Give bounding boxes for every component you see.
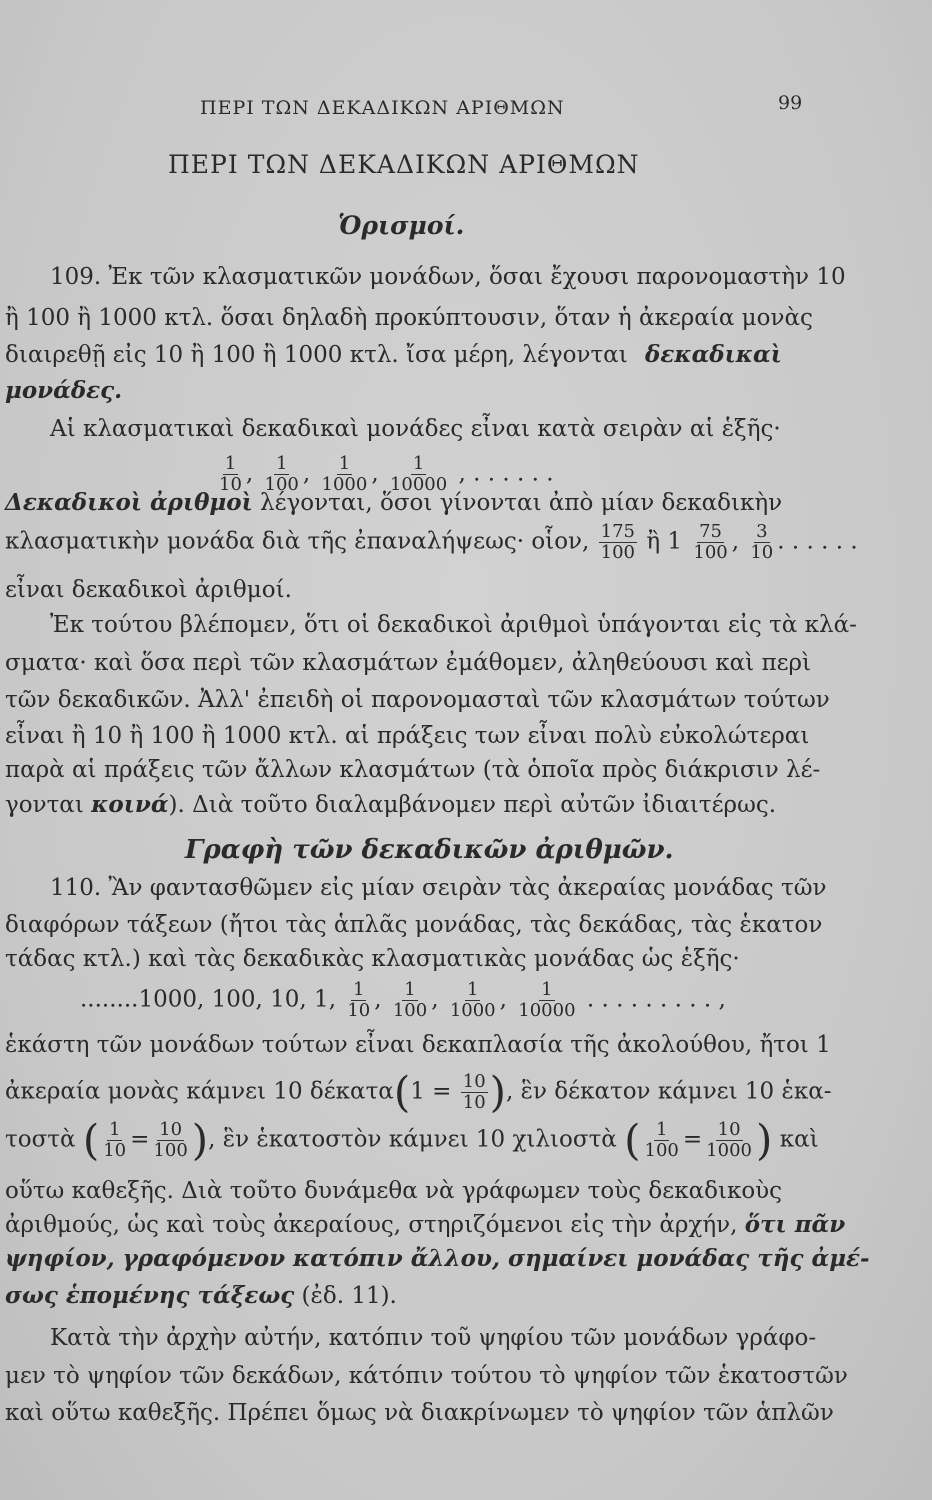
- text-line: κλασματικὴν μονάδα διὰ τῆς ἐπαναλήψεως· οἷον, $\frac{175}{100}$ ἢ 1 $\frac{75}{100}$ , $\frac{3}{10}$ . . . . . .: [5, 521, 858, 563]
- text-line: [5, 340, 932, 370]
- emphasis-line: ψηφίον, γραφόμενον κατόπιν ἄλλου, σημαίνει μονάδας τῆς ἀμέ-: [5, 1245, 870, 1272]
- text-span: τοστὰ: [5, 1126, 76, 1153]
- text-line: εἶναι δεκαδικοὶ ἀριθμοί.: [5, 577, 292, 603]
- text-line: [5, 488, 932, 518]
- paren: ): [489, 1067, 507, 1117]
- emphasis: ὅτι πᾶν: [744, 1211, 846, 1238]
- fraction: $\frac{1}{1000}$: [321, 453, 368, 495]
- fraction: $\frac{1}{10}$: [347, 979, 371, 1021]
- text-line: Κατὰ τὴν ἀρχὴν αὐτήν, κατόπιν τοῦ ψηφίου τῶν μονάδων γράφο-: [50, 1325, 817, 1351]
- text-span: , ἓν ἑκατοστὸν κάμνει 10 χιλιοστὰ: [208, 1126, 617, 1153]
- text-line: τάδας κτλ.) καὶ τὰς δεκαδικὰς κλασματικὰς μονάδας ὡς ἑξῆς·: [5, 946, 740, 972]
- term-common: κοινά: [91, 791, 169, 818]
- text-span: κλασματικὴν μονάδα διὰ τῆς ἐπαναλήψεως· οἷον,: [5, 528, 590, 555]
- text-span: λέγονται, ὅσοι γίνονται ἀπὸ μίαν δεκαδικὴν: [260, 490, 783, 516]
- paren: (: [624, 1115, 641, 1165]
- unit-series-row: ........1000, 100, 10, 1, $\frac{1}{10}$ , $\frac{1}{100}$ , $\frac{1}{1000}$ , $\frac{1}{10000}$ . . . . . . . . . ,: [80, 979, 726, 1021]
- text-line: ἢ 100 ἢ 1000 κτλ. ὅσαι δηλαδὴ προκύπτουσιν, ὅταν ἡ ἀκεραία μονὰς: [5, 305, 813, 331]
- section-title-writing: Γραφὴ τῶν δεκαδικῶν ἀριθμῶν.: [185, 835, 674, 865]
- paren: (: [393, 1067, 411, 1117]
- text-line: Αἱ κλασματικαὶ δεκαδικαὶ μονάδες εἶναι κατὰ σειρὰν αἱ ἑξῆς·: [50, 416, 781, 442]
- emphasis: σως ἑπομένης τάξεως: [5, 1282, 295, 1309]
- text-line: παρὰ αἱ πράξεις τῶν ἄλλων κλασμάτων (τὰ ὁποῖα πρὸς διάκρισιν λέ-: [5, 757, 821, 783]
- text-line: Ἐκ τούτου βλέπομεν, ὅτι οἱ δεκαδικοὶ ἀριθμοὶ ὑπάγονται εἰς τὰ κλά-: [50, 612, 857, 638]
- chapter-title: ΠΕΡΙ ΤΩΝ ΔΕΚΑΔΙΚΩΝ ΑΡΙΘΜΩΝ: [168, 150, 640, 179]
- term-decimal-units: δεκαδικαὶ: [645, 341, 782, 368]
- term-units: μονάδες.: [5, 377, 123, 404]
- text-line: 110. Ἂν φαντασθῶμεν εἰς μίαν σειρὰν τὰς ἀκεραίας μονάδας τῶν: [50, 875, 827, 901]
- text-line: εἶναι ἢ 10 ἢ 100 ἢ 1000 κτλ. αἱ πράξεις των εἶναι πολὺ εὐκολώτεραι: [5, 723, 810, 749]
- text-span: γονται: [5, 792, 84, 818]
- fraction: $\frac{10}{1000}$: [706, 1119, 752, 1161]
- fraction: $\frac{175}{100}$: [600, 521, 636, 563]
- fraction: $\frac{1}{1000}$: [449, 979, 496, 1021]
- text-line: οὕτω καθεξῆς. Διὰ τοῦτο δυνάμεθα νὰ γράφωμεν τοὺς δεκαδικοὺς: [5, 1178, 783, 1204]
- text-span: καὶ: [779, 1126, 819, 1153]
- text-line: τοστὰ ( $\frac{1}{10}$ = $\frac{10}{100}$ ), ἓν ἑκατοστὸν κάμνει 10 χιλιοστὰ ( $\frac{1}{100}$ = $\frac{10}{1000}$ ) καὶ: [5, 1115, 819, 1165]
- text-span: 1 =: [410, 1078, 452, 1105]
- text-line: τῶν δεκαδικῶν. Ἀλλ' ἐπειδὴ οἱ παρονομασταὶ τῶν κλασμάτων τούτων: [5, 687, 830, 713]
- text-line: [5, 1067, 932, 1120]
- fraction-row: $\frac{1}{10}$ , $\frac{1}{100}$ , $\frac{1}{1000}$ , $\frac{1}{10000}$ , . . . . . .: [219, 453, 554, 495]
- paren: ): [755, 1115, 773, 1165]
- text-line: [5, 1281, 932, 1311]
- text-line: [5, 790, 932, 820]
- paren: ): [191, 1115, 209, 1165]
- fraction: $\frac{1}{100}$: [644, 1119, 679, 1161]
- fraction: $\frac{75}{100}$: [693, 521, 728, 563]
- ellipsis: . . . . . . . . . ,: [586, 986, 726, 1013]
- text-line: καὶ οὕτω καθεξῆς. Πρέπει ὅμως νὰ διακρίνωμεν τὸ ψηφίον τῶν ἁπλῶν: [5, 1400, 834, 1426]
- running-title: ΠΕΡΙ ΤΩΝ ΔΕΚΑΔΙΚΩΝ ΑΡΙΘΜΩΝ: [200, 97, 565, 119]
- page-number: 99: [778, 92, 803, 114]
- text-span: διαιρεθῇ εἰς 10 ἢ 100 ἢ 1000 κτλ. ἴσα μέρη, λέγονται: [5, 342, 628, 368]
- ellipsis: , . . . . . .: [458, 460, 554, 487]
- fraction: $\frac{1}{10}$: [219, 453, 242, 495]
- text-span: ἢ 1: [646, 528, 683, 555]
- text-span: ἀκεραία μονὰς κάμνει 10 δέκατα: [5, 1078, 394, 1105]
- paren: (: [82, 1115, 100, 1165]
- section-title-definitions: Ὁρισμοί.: [338, 211, 465, 240]
- text-line: διαφόρων τάξεων (ἤτοι τὰς ἁπλᾶς μονάδας, τὰς δεκάδας, τὰς ἑκατον: [5, 912, 823, 938]
- fraction: $\frac{3}{10}$: [750, 521, 774, 563]
- text-span: (ἐδ. 11).: [301, 1283, 397, 1309]
- fraction: $\frac{1}{100}$: [264, 453, 299, 495]
- text-line: ἑκάστη τῶν μονάδων τούτων εἶναι δεκαπλασία τῆς ἀκολούθου, ἤτοι 1: [5, 1032, 831, 1058]
- text-span: ἀριθμούς, ὡς καὶ τοὺς ἀκεραίους, στηριζόμενοι εἰς τὴν ἀρχήν,: [5, 1212, 738, 1238]
- ellipsis: . . . . . .: [777, 528, 858, 555]
- fraction: $\frac{10}{10}$: [462, 1071, 486, 1113]
- text-line: 109. Ἐκ τῶν κλασματικῶν μονάδων, ὅσαι ἔχουσι παρονομαστὴν 10: [50, 264, 846, 290]
- fraction: $\frac{1}{10000}$: [518, 979, 576, 1021]
- term-decimal-numbers: Δεκαδικοὶ ἀριθμοὶ: [5, 489, 253, 516]
- fraction: $\frac{10}{100}$: [153, 1119, 188, 1161]
- text-line: σματα· καὶ ὅσα περὶ τῶν κλασμάτων ἐμάθομεν, ἀληθεύουσι καὶ περὶ: [5, 650, 812, 676]
- fraction: $\frac{1}{100}$: [392, 979, 428, 1021]
- text-span: , ἓν δέκατον κάμνει 10 ἑκα-: [506, 1078, 832, 1105]
- text-span: ). Διὰ τοῦτο διαλαμβάνομεν περὶ αὐτῶν ἰδιαιτέρως.: [168, 792, 777, 818]
- text-span: ........1000, 100, 10, 1,: [80, 986, 336, 1013]
- fraction: $\frac{1}{10000}$: [389, 453, 448, 495]
- text-line: μεν τὸ ψηφίον τῶν δεκάδων, κάτόπιν τούτου τὸ ψηφίον τῶν ἑκατοστῶν: [5, 1363, 848, 1389]
- text-line: [5, 1210, 932, 1240]
- fraction: $\frac{1}{10}$: [103, 1119, 127, 1161]
